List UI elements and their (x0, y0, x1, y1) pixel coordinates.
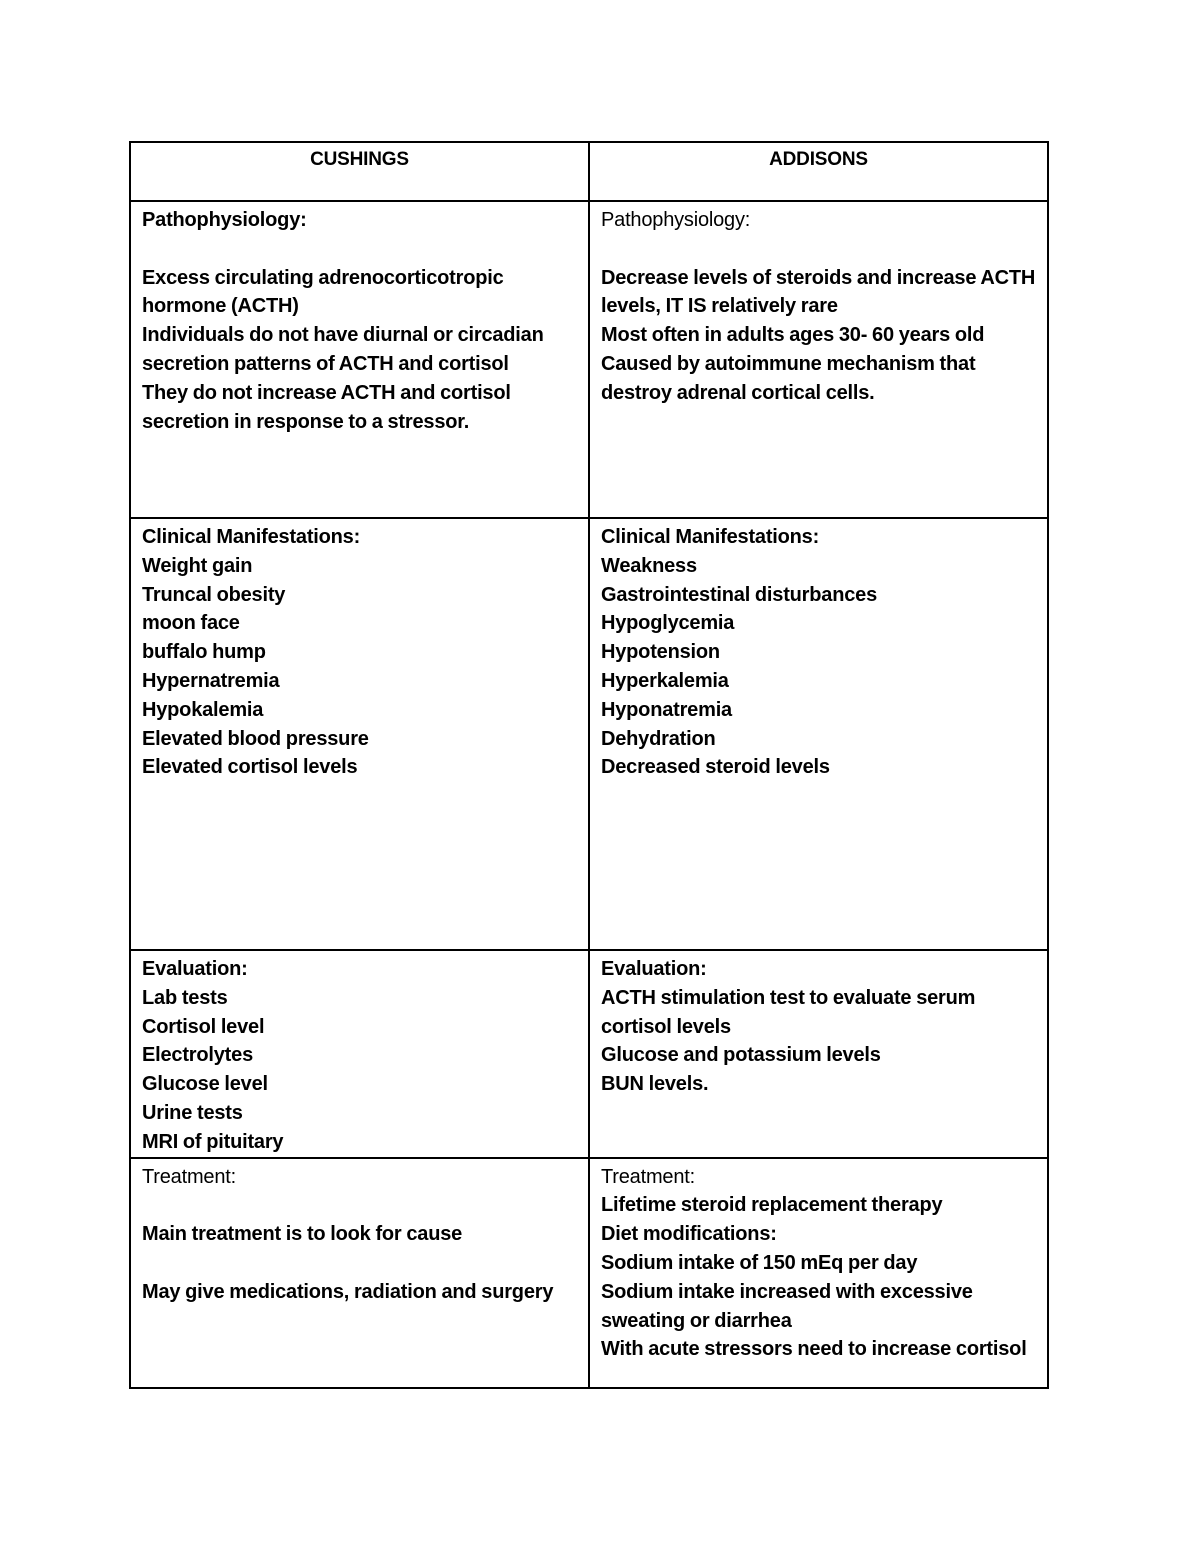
text-line: Dehydration (601, 727, 716, 750)
text-line: Truncal obesity (142, 583, 286, 606)
text-line: destroy adrenal cortical cells. (601, 381, 875, 404)
text-line: levels, IT IS relatively rare (601, 295, 838, 318)
evaluation-row (130, 950, 1048, 1158)
text-line: ACTH stimulation test to evaluate serum (601, 986, 976, 1009)
addisons-treatment-cell (589, 1158, 1048, 1388)
text-line: secretion in response to a stressor. (142, 410, 470, 433)
cushings-evaluation-cell (130, 950, 589, 1158)
text-line: Hyperkalemia (601, 669, 729, 692)
section-heading: Evaluation: (142, 958, 248, 980)
text-line (142, 1249, 578, 1278)
text-line: cortisol levels (601, 1015, 731, 1038)
text-line (601, 235, 1037, 264)
text-line: Electrolytes (142, 1044, 253, 1067)
text-line: Caused by autoimmune mechanism that (601, 352, 976, 375)
text-line: buffalo hump (142, 641, 266, 664)
text-line: moon face (142, 612, 240, 635)
text-line: Most often in adults ages 30- 60 years old (601, 324, 985, 347)
text-line: Lab tests (142, 986, 228, 1009)
text-line: Hypotension (601, 641, 720, 664)
text-line: Lifetime steroid replacement therapy (601, 1194, 943, 1217)
header-row (130, 142, 1048, 201)
text-line: Excess circulating adrenocorticotropic (142, 266, 504, 289)
text-line: Elevated blood pressure (142, 727, 369, 750)
cushings-header: CUSHINGS (130, 142, 589, 201)
comparison-table (129, 141, 1049, 1389)
text-line: Diet modifications: (601, 1223, 777, 1246)
section-heading: Evaluation: (601, 958, 707, 980)
addisons-pathophysiology-cell (589, 201, 1048, 518)
section-heading: Pathophysiology: (601, 209, 751, 231)
text-line: MRI of pituitary (142, 1130, 284, 1153)
text-line: Hypokalemia (142, 698, 264, 721)
text-line: Main treatment is to look for cause (142, 1223, 463, 1246)
cushings-clinical-cell (130, 518, 589, 950)
text-line: Hypernatremia (142, 669, 280, 692)
text-line (142, 1191, 578, 1220)
text-line: Glucose level (142, 1073, 268, 1096)
text-line: sweating or diarrhea (601, 1309, 792, 1332)
text-line: BUN levels. (601, 1073, 709, 1096)
text-line: Hypoglycemia (601, 612, 735, 635)
section-heading: Clinical Manifestations: (601, 526, 820, 548)
cushings-treatment-cell (130, 1158, 589, 1388)
text-line: Glucose and potassium levels (601, 1044, 881, 1067)
treatment-row (130, 1158, 1048, 1388)
clinical-manifestations-row (130, 518, 1048, 950)
text-line (142, 235, 578, 264)
text-line: Decrease levels of steroids and increase ACTH (601, 266, 1036, 289)
text-line: Elevated cortisol levels (142, 756, 358, 779)
addisons-evaluation-cell (589, 950, 1048, 1158)
section-heading: Pathophysiology: (142, 209, 307, 231)
text-line: Hyponatremia (601, 698, 732, 721)
text-line: Gastrointestinal disturbances (601, 583, 877, 606)
text-line: They do not increase ACTH and cortisol (142, 381, 511, 404)
text-line: May give medications, radiation and surgery (142, 1280, 554, 1303)
cushings-pathophysiology-cell (130, 201, 589, 518)
section-heading: Treatment: (601, 1165, 695, 1188)
addisons-header: ADDISONS (589, 142, 1048, 201)
text-line: Sodium intake of 150 mEq per day (601, 1251, 918, 1274)
text-line: Sodium intake increased with excessive (601, 1280, 973, 1303)
text-line: Decreased steroid levels (601, 756, 830, 779)
section-heading: Clinical Manifestations: (142, 526, 361, 548)
text-line: Individuals do not have diurnal or circadian (142, 324, 544, 347)
text-line: hormone (ACTH) (142, 295, 299, 318)
text-line: Urine tests (142, 1101, 243, 1124)
text-line: Weakness (601, 554, 697, 577)
text-line: With acute stressors need to increase cortisol (601, 1338, 1027, 1361)
section-heading: Treatment: (142, 1165, 236, 1188)
addisons-clinical-cell (589, 518, 1048, 950)
text-line: secretion patterns of ACTH and cortisol (142, 352, 509, 375)
text-line: Cortisol level (142, 1015, 265, 1038)
text-line: Weight gain (142, 554, 253, 577)
pathophysiology-row (130, 201, 1048, 518)
